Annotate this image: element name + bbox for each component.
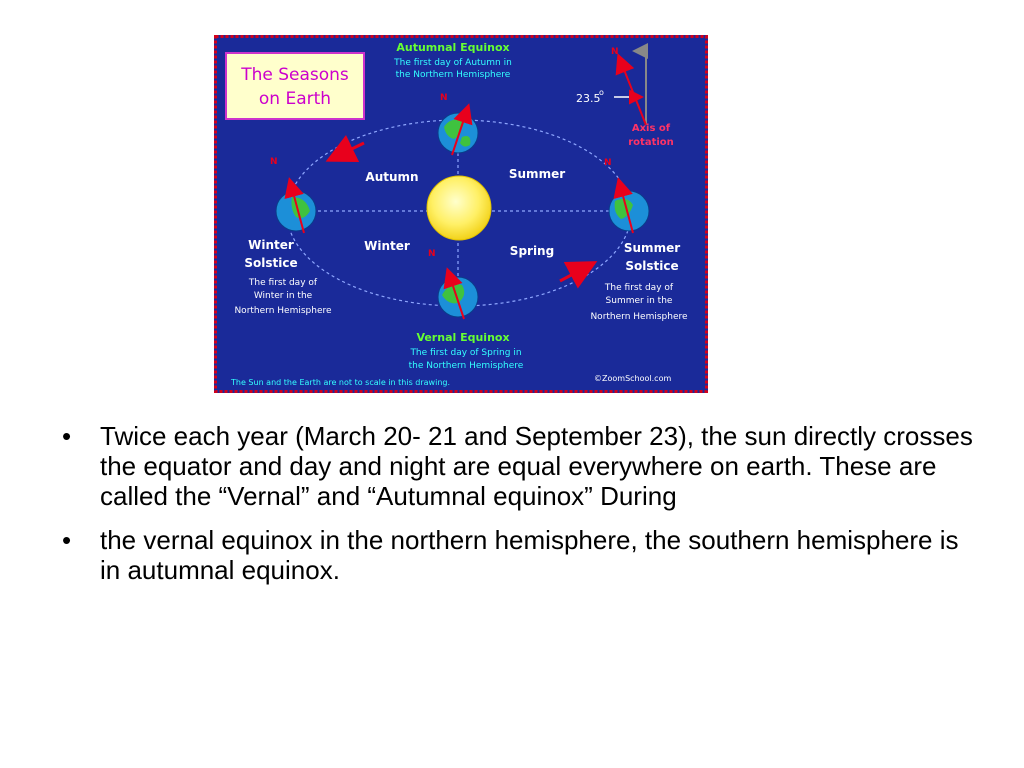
vernal-desc1: The first day of Spring in [410, 348, 522, 358]
bullet-text-1: Twice each year (March 20- 21 and September 23), the sun directly crosses the equator and day and night are equal everywhere on earth. These are called the “Vernal” and “Autumnal equinox” During [100, 421, 973, 511]
vernal-title: Vernal Equinox [416, 331, 510, 344]
bullet-text-2: the vernal equinox in the northern hemisphere, the southern hemisphere is in autumnal equinox. [100, 525, 959, 585]
autumnal-desc2: the Northern Hemisphere [395, 70, 511, 80]
north-label-axis: N [611, 47, 619, 57]
bullet-item-2 [62, 525, 982, 585]
summer-desc3: Northern Hemisphere [590, 312, 688, 322]
title-line1: The Seasons [241, 65, 349, 85]
autumnal-title: Autumnal Equinox [396, 41, 510, 54]
bullet-marker: • [62, 421, 72, 451]
north-label-summer: N [604, 158, 612, 168]
summer-desc2: Summer in the [605, 296, 673, 306]
tilt-angle: 23.5 [576, 92, 601, 105]
bullet-item-1 [62, 421, 982, 511]
winter-title2: Solstice [244, 256, 298, 270]
season-label-winter: Winter [364, 239, 410, 253]
summer-desc1: The first day of [604, 283, 674, 293]
axis-label-line1: Axis of [631, 123, 671, 134]
autumnal-desc1: The first day of Autumn in [394, 58, 512, 68]
summer-title2: Solstice [625, 259, 679, 273]
vernal-desc2: the Northern Hemisphere [408, 361, 524, 371]
tilt-degree: o [599, 88, 604, 97]
seasons-diagram-svg [214, 35, 708, 393]
sun [427, 176, 491, 240]
title-box [226, 53, 364, 119]
north-label-vernal: N [428, 249, 436, 259]
seasons-diagram [214, 35, 708, 393]
north-label-winter: N [270, 157, 278, 167]
scale-note: The Sun and the Earth are not to scale in this drawing. [231, 378, 451, 387]
season-label-autumn: Autumn [365, 170, 419, 184]
winter-desc2: Winter in the [253, 291, 313, 301]
winter-desc1: The first day of [248, 278, 318, 288]
axis-label-line2: rotation [628, 137, 674, 148]
winter-desc3: Northern Hemisphere [234, 306, 332, 316]
bullet-marker: • [62, 525, 72, 555]
winter-title1: Winter [248, 238, 294, 252]
north-label-autumnal: N [440, 93, 448, 103]
season-label-summer: Summer [508, 167, 566, 181]
copyright: ©ZoomSchool.com [594, 374, 672, 383]
bullet-list [62, 421, 982, 599]
summer-title1: Summer [623, 241, 681, 255]
season-label-spring: Spring [509, 244, 555, 258]
title-line2: on Earth [258, 89, 332, 109]
